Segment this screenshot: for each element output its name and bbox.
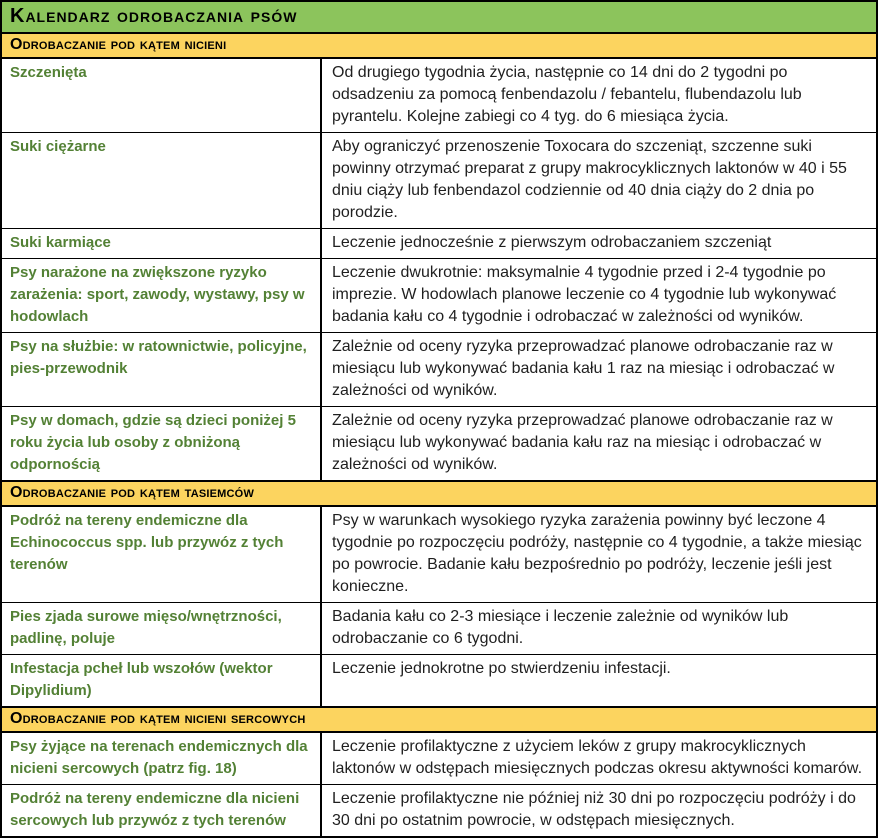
row-label: Psy na służbie: w ratownictwie, policyjne, pies-przewodnik — [2, 333, 322, 406]
row-label: Suki karmiące — [2, 229, 322, 258]
row-label: Psy żyjące na terenach endemicznych dla nicieni sercowych (patrz fig. 18) — [2, 733, 322, 784]
row-text: Leczenie jednocześnie z pierwszym odrobaczaniem szczeniąt — [332, 234, 772, 251]
table-row — [2, 602, 876, 654]
row-label: Podróż na tereny endemiczne dla nicieni sercowych lub przywóz z tych terenów — [2, 785, 322, 836]
row-label: Suki ciężarne — [2, 133, 322, 228]
row-text: Leczenie profilaktyczne nie później niż 30 dni po rozpoczęciu podróży i do 30 dni po ostatnim powrocie, w odstępach miesięcznych. — [332, 790, 856, 829]
row-label: Podróż na tereny endemiczne dla Echinococcus spp. lub przywóz z tych terenów — [2, 507, 322, 602]
table-row — [2, 784, 876, 836]
row-text: Badania kału co 2-3 miesiące i leczenie zależnie od wyników lub odrobaczanie co 6 tygodni. — [332, 608, 789, 647]
row-text: Od drugiego tygodnia życia, następnie co 14 dni do 2 tygodni po odsadzeniu za pomocą fenbendazolu / febantelu, flubendazolu lub pyrantelu. Kolejne zabiegi co 4 tyg. do 6 miesiąca życia. — [332, 64, 802, 125]
section-header: Odrobaczanie pod kątem nicieni — [2, 32, 876, 59]
row-text: Leczenie jednokrotne po stwierdzeniu infestacji. — [332, 660, 671, 677]
row-text: Leczenie dwukrotnie: maksymalnie 4 tygodnie przed i 2-4 tygodnie po imprezie. W hodowlach planowe leczenie co 4 tygodnie lub wykonywać badania kału co 4 tygodnie i odrobaczać w zależności od wyników. — [332, 264, 837, 325]
table-row — [2, 507, 876, 602]
row-label: Psy narażone na zwiększone ryzyko zarażenia: sport, zawody, wystawy, psy w hodowlach — [2, 259, 322, 332]
row-label: Szczenięta — [2, 59, 322, 132]
table-row — [2, 59, 876, 132]
row-text: Aby ograniczyć przenoszenie Toxocara do szczeniąt, szczenne suki powinny otrzymać preparat z grupy makrocyklicznych laktonów w 40 i 55 dniu ciąży lub fenbendazol codziennie od 40 dnia ciąży do 2 dnia po porodzie. — [332, 138, 847, 221]
row-label: Psy w domach, gdzie są dzieci poniżej 5 roku życia lub osoby z obniżoną odpornością — [2, 407, 322, 480]
section-header: Odrobaczanie pod kątem tasiemców — [2, 480, 876, 507]
table-row — [2, 332, 876, 406]
table-row — [2, 258, 876, 332]
row-text: Zależnie od oceny ryzyka przeprowadzać planowe odrobaczanie raz w miesiącu lub wykonywać badania kału 1 raz na miesiąc i odrobaczać w zależności od wyników. — [332, 338, 835, 399]
table-row — [2, 733, 876, 784]
table-row — [2, 406, 876, 480]
section-header: Odrobaczanie pod kątem nicieni sercowych — [2, 706, 876, 733]
row-label: Infestacja pcheł lub wszołów (wektor Dipylidium) — [2, 655, 322, 706]
table-body — [2, 32, 876, 836]
table-row — [2, 654, 876, 706]
table-row — [2, 228, 876, 258]
row-label: Pies zjada surowe mięso/wnętrzności, padlinę, poluje — [2, 603, 322, 654]
table-title: Kalendarz odrobaczania psów — [2, 2, 876, 32]
row-text: Leczenie profilaktyczne z użyciem leków z grupy makrocyklicznych laktonów w odstępach miesięcznych podczas okresu aktywności komarów. — [332, 738, 863, 777]
table-row — [2, 132, 876, 228]
row-text: Zależnie od oceny ryzyka przeprowadzać planowe odrobaczanie raz w miesiącu lub wykonywać badania kału raz na miesiąc i odrobaczać w zależności od wyników. — [332, 412, 833, 473]
row-text: Psy w warunkach wysokiego ryzyka zarażenia powinny być leczone 4 tygodnie po rozpoczęciu podróży, następnie co 4 tygodnie, a także miesiąc po powrocie. Badanie kału bezpośrednio po podróży, leczenie jeśli jest konieczne. — [332, 512, 862, 595]
